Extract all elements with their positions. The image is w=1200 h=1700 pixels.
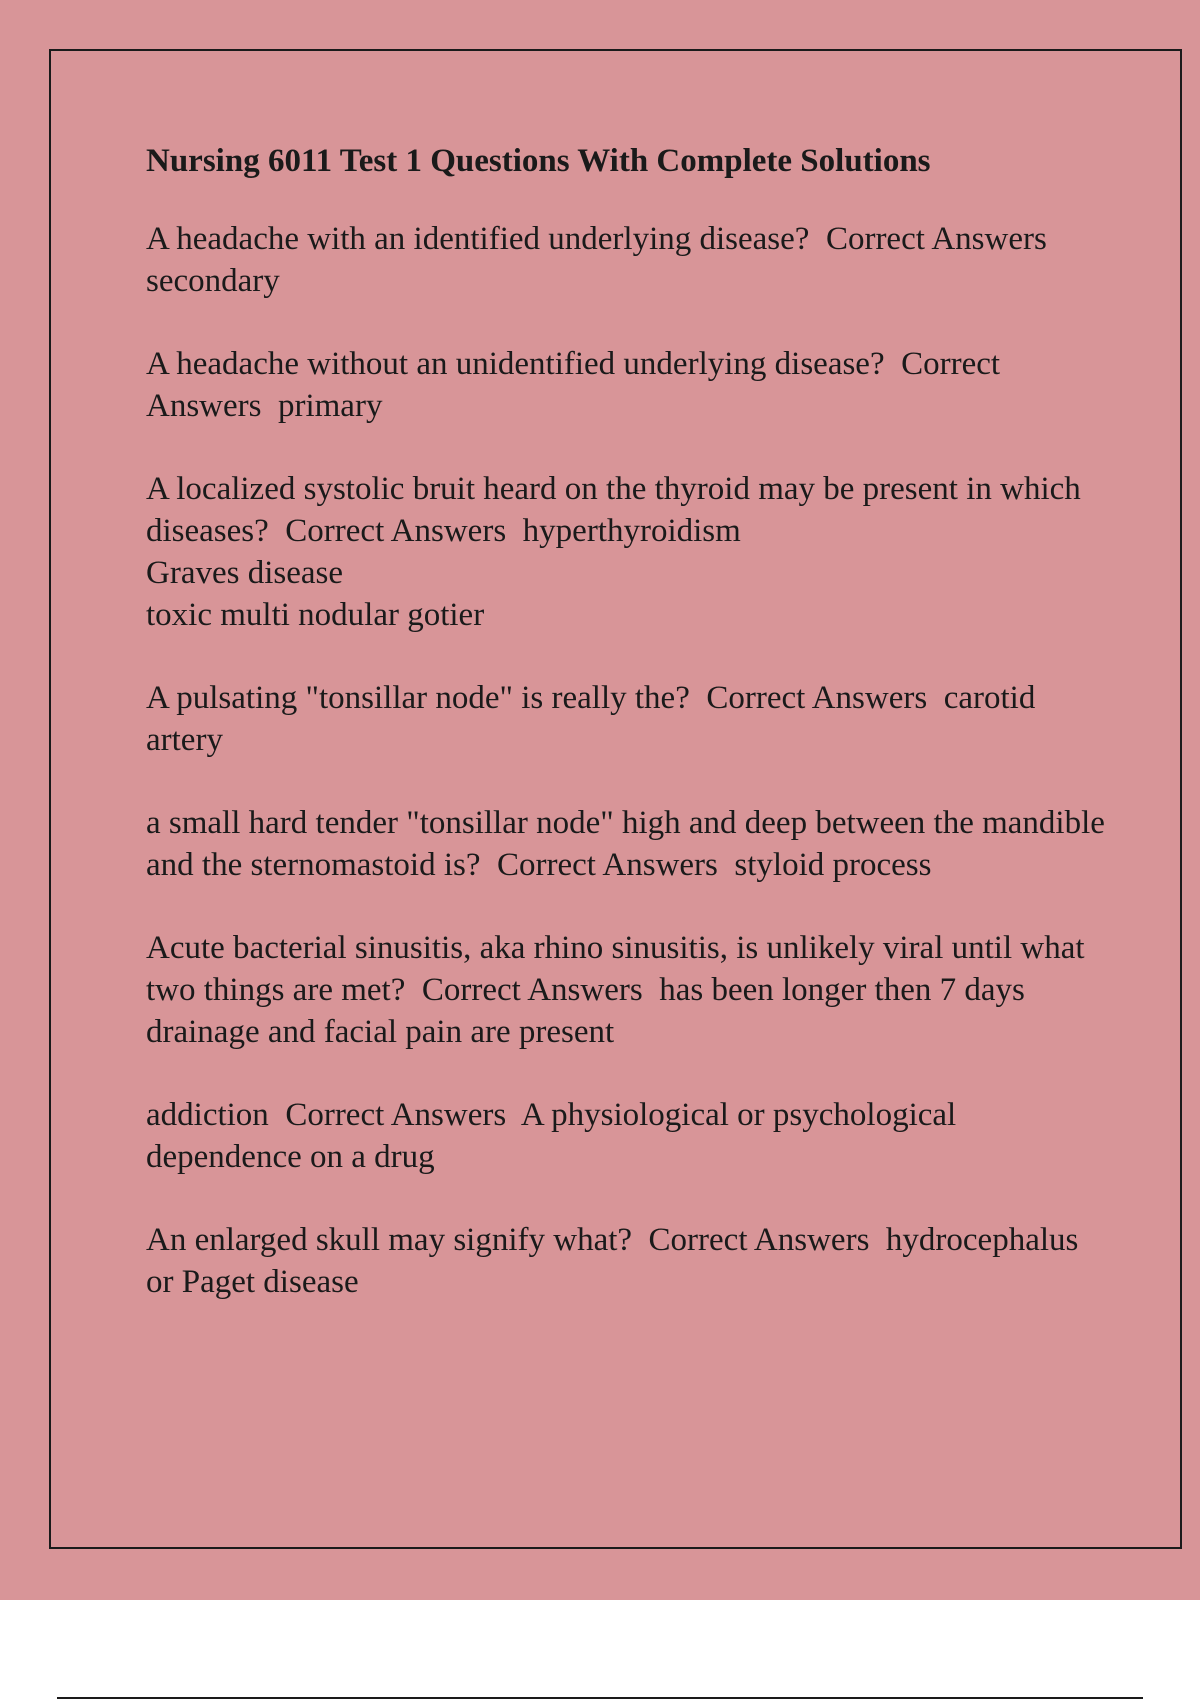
qa-item [146,1219,1106,1303]
footer-rule [57,1697,1143,1699]
document-body [146,140,1114,1344]
question-text: Acute bacterial sinusitis, aka rhino sinusitis, is unlikely viral until what two things are met? [146,930,1093,1008]
qa-item [146,343,1106,427]
qa-first-line [146,1094,1106,1178]
qa-first-line [146,218,1106,302]
qa-first-line [146,802,1114,886]
question-text: a small hard tender "tonsillar node" high and deep between the mandible and the sternomastoid is? [146,805,1114,883]
answer-separator: Correct Answers [480,847,735,883]
qa-item [146,677,1106,761]
answer-separator: Correct Answers [268,1097,521,1133]
answer-separator: Correct Answers [632,1222,886,1258]
qa-first-line [146,343,1106,427]
answer-text: drainage and facial pain are present [146,1014,615,1050]
document-title: Nursing 6011 Test 1 Questions With Complete Solutions [146,143,931,179]
qa-first-line [146,468,1106,552]
answer-text: has been longer then 7 days [659,972,1025,1008]
qa-item [146,927,1106,1053]
qa-item [146,1094,1106,1178]
question-text: addiction [146,1097,269,1133]
answer-text: A physiological or psychological dependence on a drug [146,1097,965,1175]
qa-first-line [146,927,1106,1011]
answer-separator: Correct Answers [689,680,944,716]
answer-text: styloid process [734,847,932,883]
qa-first-line [146,677,1106,761]
qa-item [146,802,1114,886]
answer-separator: Correct Answers [809,221,1064,257]
question-text: An enlarged skull may signify what? [146,1222,633,1258]
answer-text: primary [277,388,383,424]
question-text: A headache with an identified underlying disease? [146,221,810,257]
answer-text: Graves disease [146,555,344,591]
answer-text: toxic multi nodular gotier [146,597,485,633]
qa-item [146,468,1106,636]
question-text: A headache without an unidentified underlying disease? [146,346,885,382]
answer-separator: Correct Answers [268,513,523,549]
answer-separator: Correct Answers [405,972,660,1008]
qa-item [146,218,1106,302]
question-text: A pulsating "tonsillar node" is really the? [146,680,690,716]
answer-text: hydrocephalus or Paget disease [146,1222,1087,1300]
answer-text: hyperthyroidism [522,513,741,549]
qa-first-line [146,1219,1106,1303]
question-text: A localized systolic bruit heard on the thyroid may be present in which diseases? [146,471,1090,549]
answer-separator: Correct Answers [146,346,1007,424]
answer-text: carotid artery [146,680,1044,758]
qa-list [146,218,1114,1303]
answer-text: secondary [146,263,280,299]
